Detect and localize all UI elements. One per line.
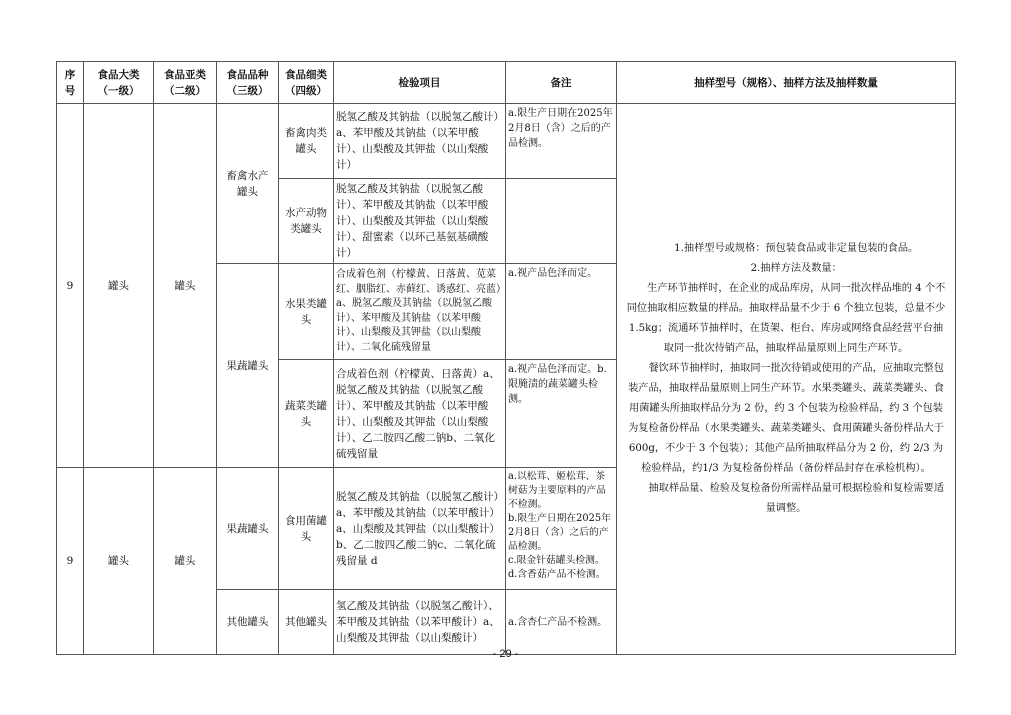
items-cell: 合成着色剂（柠檬黄、日落黄、苋菜红、胭脂红、赤藓红、诱惑红、亮蓝）a、脱氢乙酸及其钠盐（以脱氢乙酸计）、苯甲酸及其钠盐（以苯甲酸计）、山梨酸及其钾盐（以山梨酸计）、二氧化硫残留量: [334, 264, 506, 360]
category-4-cell: 蔬菜类罐 头: [279, 360, 334, 468]
category-4-cell: 其他罐头: [279, 590, 334, 655]
category-3-cell: 畜禽水产 罐头: [217, 104, 279, 264]
remark-cell: a.含杏仁产品不检测。: [506, 590, 617, 655]
inspection-table: [56, 61, 956, 655]
method-paragraph: 生产环节抽样时，在企业的成品库房，从同一批次样品堆的 4 个不同位抽取相应数量的样品。抽取样品量不少于 6 个独立包装，总量不少1.5kg；流通环节抽样时，在货架、柜台、库房或网络食品经营平台抽取同一批次待销产品，抽取样品量原则上同生产环节。: [626, 283, 946, 354]
remark-cell: a.限生产日期在2025年2月8日（含）之后的产品检测。: [506, 104, 617, 179]
category-4-cell: 水果类罐 头: [279, 264, 334, 360]
method-paragraph: 抽取样品量、检验及复检备份所需样品量可根据检验和复检需要适量调整。: [648, 483, 944, 514]
page-number: - 29 -: [492, 648, 519, 660]
header-category-2: 食品亚类 （二级）: [154, 62, 217, 104]
header-category-1: 食品大类 （一级）: [84, 62, 154, 104]
category-4-cell: 畜禽肉类 罐头: [279, 104, 334, 179]
items-cell: 脱氢乙酸及其钠盐（以脱氢乙酸计）a、苯甲酸及其钠盐（以苯甲酸计）、山梨酸及其钾盐（以山梨酸计）: [334, 104, 506, 179]
category-4-cell: 水产动物 类罐头: [279, 179, 334, 264]
remark-cell: a.视产品色泽而定。: [506, 264, 617, 360]
seq-cell: 9: [57, 104, 84, 468]
table-row: [57, 104, 956, 179]
method-paragraph: 1.抽样型号或规格：预包装食品或非定量包装的食品。: [674, 243, 919, 254]
category-4-cell: 食用菌罐 头: [279, 468, 334, 590]
remark-cell: a.以松茸、姬松茸、茶树菇为主要原料的产品不检测。 b.限生产日期在2025年2月8日（含）之后的产品检测。 c.限金针菇罐头检测。 d.含香菇产品不检测。: [506, 468, 617, 590]
header-row: [57, 62, 956, 104]
header-category-3: 食品品种 （三级）: [217, 62, 279, 104]
category-2-cell: 罐头: [154, 468, 217, 655]
category-3-cell: 其他罐头: [217, 590, 279, 655]
header-items: 检验项目: [334, 62, 506, 104]
method-paragraph: 餐饮环节抽样时，抽取同一批次待销或使用的产品，应抽取完整包装产品，抽取样品量原则上同生产环节。水果类罐头、蔬菜类罐头、食用菌罐头所抽取样品分为 2 份，约 3 个包装为检验样品，约 3 个包装为复检备份样品（水果类罐头、蔬菜类罐头、食用菌罐头备份样品大于 600g，不少于 3 个包装）；其他产品所抽取样品分为 2 份，约 2/3 为检验样品，约1/3 为复检备份样品（备份样品封存在承检机构）。: [628, 363, 944, 474]
category-1-cell: 罐头: [84, 104, 154, 468]
items-cell: 氢乙酸及其钠盐（以脱氢乙酸计）、苯甲酸及其钠盐（以苯甲酸计）a、山梨酸及其钾盐（以山梨酸计）: [334, 590, 506, 655]
category-3-cell: 果蔬罐头: [217, 264, 279, 468]
remark-cell: [506, 179, 617, 264]
sampling-method-cell: [617, 104, 956, 655]
method-paragraph: 2.抽样方法及数量：: [750, 263, 842, 274]
seq-cell: 9: [57, 468, 84, 655]
items-cell: 合成着色剂（柠檬黄、日落黄）a、脱氢乙酸及其钠盐（以脱氢乙酸计）、苯甲酸及其钠盐（以苯甲酸计）、山梨酸及其钾盐（以山梨酸计）、乙二胺四乙酸二钠b、二氧化硫残留量: [334, 360, 506, 468]
header-remark: 备注: [506, 62, 617, 104]
header-category-4: 食品细类 （四级）: [279, 62, 334, 104]
category-3-cell: 果蔬罐头: [217, 468, 279, 590]
category-1-cell: 罐头: [84, 468, 154, 655]
items-cell: 脱氢乙酸及其钠盐（以脱氢乙酸计）、苯甲酸及其钠盐（以苯甲酸计）、山梨酸及其钾盐（以山梨酸计）、甜蜜素（以环己基氨基磺酸计）: [334, 179, 506, 264]
header-method: 抽样型号（规格）、抽样方法及抽样数量: [617, 62, 956, 104]
header-seq: 序 号: [57, 62, 84, 104]
remark-cell: a.视产品色泽而定。b.限腌渍的蔬菜罐头检测。: [506, 360, 617, 468]
category-2-cell: 罐头: [154, 104, 217, 468]
items-cell: 脱氢乙酸及其钠盐（以脱氢乙酸计）a、苯甲酸及其钠盐（以苯甲酸计）a、山梨酸及其钾盐（以山梨酸计）b、乙二胺四乙酸二钠c、二氧化硫残留量 d: [334, 468, 506, 590]
